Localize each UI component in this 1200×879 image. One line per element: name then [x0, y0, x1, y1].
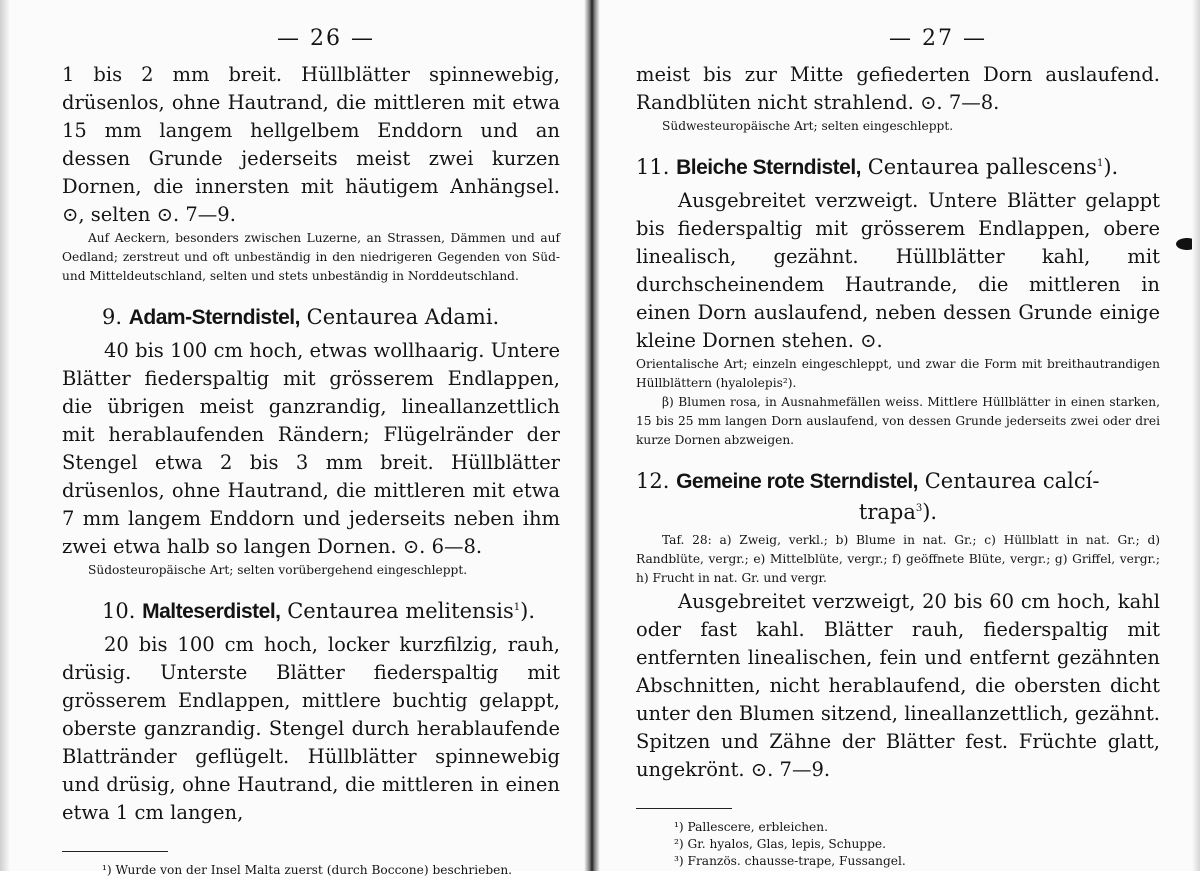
habitat-note: Auf Aeckern, besonders zwischen Luzerne, an Strassen, Dämmen und auf Oedland; zerstreut und oft unbeständig in den niedrigeren Gegenden von Süd- und Mitteldeutschland, selten und stets unbeständig in Norddeutschland.	[62, 231, 560, 283]
entry-heading-11	[636, 152, 1160, 183]
plate-reference: Taf. 28: a) Zweig, verkl.; b) Blume in nat. Gr.; c) Hüllblatt in nat. Gr.; d) Randblüte, vergr.; e) Mittelblüte, vergr.; f) geöffnete Blüte, vergr.; g) Griffel, vergr.; h) Frucht in nat. Gr. und vergr.	[636, 533, 1160, 585]
entry-number: 9.	[102, 305, 123, 329]
entry-description: Ausgebreitet verzweigt. Untere Blätter gelappt bis fiederspaltig mit grösserem Endlappen, obere linealisch, gezähnt. Hüllblätter kahl, mit durchscheinendem Hautrande, die mittleren in einen Dorn auslaufend, neben dessen Grunde einige kleine Dornen stehen. ⊙.	[636, 189, 1160, 352]
entry-number: 12.	[636, 469, 670, 493]
entry-latin-name: Centaurea calcí-	[924, 469, 1100, 493]
entry-latin-name: Centaurea Adami.	[306, 305, 500, 329]
footnote-ref: 1	[513, 602, 521, 613]
entry-latin-name-continued	[636, 497, 1160, 527]
entry-heading-12	[636, 466, 1160, 527]
heading-close: ).	[520, 599, 536, 623]
entry-number: 10.	[102, 599, 136, 623]
entry-common-name: Bleiche Sterndistel,	[676, 156, 861, 179]
entry-description: Ausgebreitet verzweigt, 20 bis 60 cm hoch, kahl oder fast kahl. Blätter rauh, fiederspaltig mit entfernten linealischen, fein und entfernt gezähnten Abschnitten, nicht herablaufend, die obersten dicht unter den Blumen sitzend, lineallanzettlich, gezähnt. Spitzen und Zähne der Blätter fest. Früchte glatt, ungekrönt. ⊙. 7—9.	[636, 590, 1160, 781]
entry-common-name: Malteserdistel,	[142, 600, 281, 623]
footnote-rule	[62, 851, 168, 852]
page-number-right: — 27 —	[889, 26, 987, 51]
book-gutter	[584, 0, 600, 871]
footnote-ref: 3	[915, 503, 923, 514]
entry-latin-name: Centaurea melitensis	[287, 599, 514, 623]
variety-note: β) Blumen rosa, in Ausnahmefällen weiss. Mittlere Hüllblätter in einen starken, 15 bis 25 mm langen Dorn auslaufend, von dessen Grunde jederseits zwei oder drei kurze Dornen abzweigen.	[636, 395, 1160, 447]
entry-number: 11.	[636, 155, 670, 179]
paragraph-continuation: 1 bis 2 mm breit. Hüllblätter spinnewebig, drüsenlos, ohne Hautrand, die mittleren mit etwa 15 mm langem hellgelbem Enddorn und an dessen Grunde jederseits meist zwei kurzen Dornen, die innersten mit häutigem Anhängsel. ⊙, selten ⊙. 7—9.	[62, 63, 560, 226]
heading-close: ).	[922, 500, 938, 524]
page-number-left: — 26 —	[277, 26, 375, 51]
page-edge-right	[1192, 0, 1200, 871]
habitat-note: Orientalische Art; einzeln eingeschleppt, und zwar die Form mit breithautrandigen Hüllblättern (hyalolepis²).	[636, 357, 1160, 390]
entry-heading-10	[102, 596, 560, 627]
heading-close: ).	[1103, 155, 1119, 179]
footnote-2: ²) Gr. hyalos, Glas, lepis, Schuppe.	[674, 837, 887, 851]
latin-cont-text: trapa	[858, 500, 916, 524]
paragraph-continuation: meist bis zur Mitte gefiederten Dorn auslaufend. Randblüten nicht strahlend. ⊙. 7—8.	[636, 63, 1160, 114]
footnote-rule	[636, 808, 732, 809]
entry-heading-9	[102, 302, 560, 333]
habitat-note: Südwesteuropäische Art; selten eingeschleppt.	[662, 119, 954, 133]
footnote: ¹) Wurde von der Insel Malta zuerst (durch Boccone) beschrieben.	[102, 863, 513, 877]
entry-latin-name: Centaurea pallescens	[867, 155, 1097, 179]
footnote-3: ³) Französ. chausse-trape, Fussangel.	[674, 854, 906, 868]
entry-description: 40 bis 100 cm hoch, etwas wollhaarig. Untere Blätter fiederspaltig mit grösserem Endlappen, die übrigen meist ganzrandig, lineallanzettlich mit herablaufenden Rändern; Flügelränder der Stengel etwa 2 bis 3 mm breit. Hüllblätter drüsenlos, ohne Hautrand, die mittleren mit etwa 7 mm langem Enddorn und jederseits neben ihm zwei etwa halb so langen Dornen. ⊙. 6—8.	[62, 339, 560, 558]
left-page	[0, 0, 588, 877]
entry-common-name: Adam-Sterndistel,	[128, 306, 300, 329]
entry-common-name: Gemeine rote Sterndistel,	[676, 470, 919, 493]
habitat-note: Südosteuropäische Art; selten vorübergehend eingeschleppt.	[88, 563, 468, 577]
right-page	[600, 0, 1200, 871]
entry-description: 20 bis 100 cm hoch, locker kurzfilzig, rauh, drüsig. Unterste Blätter fiederspaltig mit grösserem Endlappen, mittlere buchtig gelappt, oberste ganzrandig. Stengel durch herablaufende Blattränder geflügelt. Hüllblätter spinnewebig und drüsig, ohne Hautrand, die mittleren in einen etwa 1 cm langen,	[62, 633, 560, 824]
footnote-1: ¹) Pallescere, erbleichen.	[674, 820, 828, 834]
footnote-ref: 1	[1096, 158, 1104, 169]
